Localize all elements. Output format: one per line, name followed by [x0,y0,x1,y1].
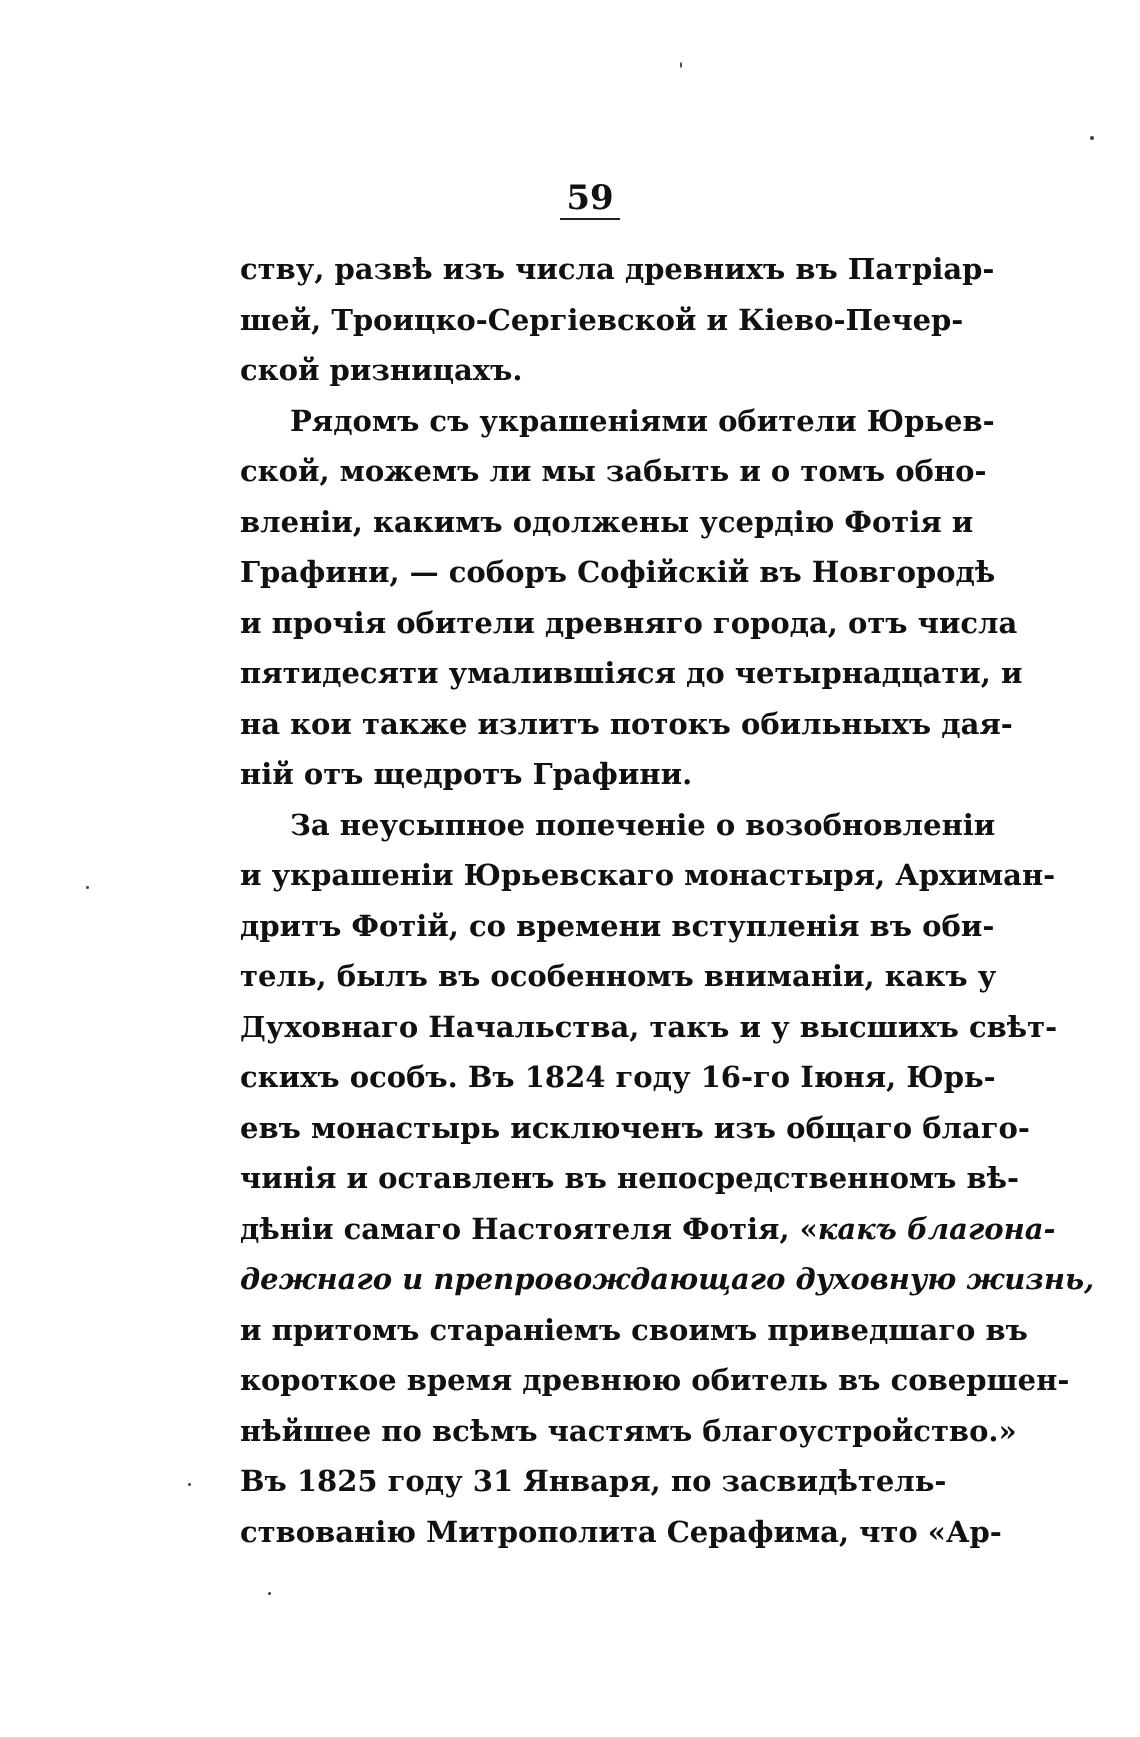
text-line: ству, развѣ изъ числа древнихъ въ Патріар- [240,252,995,286]
text-line: Рядомъ съ украшеніями обители Юрьев- [290,403,995,438]
text-line: Духовнаго Начальства, такъ и у высшихъ свѣт- [240,1009,1058,1044]
scan-speck [188,1483,191,1486]
text-line: тель, былъ въ особенномъ вниманіи, какъ у [240,959,997,993]
text-line: на кои также излитъ потокъ обильныхъ дая- [240,706,1013,741]
text-line: ствованію Митрополита Серафима, что «Ар- [240,1514,1002,1549]
quote-italic-text: какъ благона- [817,1211,1056,1246]
text-line: вленіи, какимъ одолжены усердію Фотія и [240,504,974,539]
text-line-prefix: дѣніи самаго Настоятеля Фотія, « [240,1211,818,1246]
text-line: Въ 1825 году 31 Января, по засвидѣтель- [240,1464,947,1498]
text-line: и украшеніи Юрьевскаго монастыря, Архиман- [240,858,1056,892]
body-text [240,244,1095,1557]
text-line: скихъ особъ. Въ 1824 году 16-го Іюня, Юрь- [240,1060,996,1094]
paragraph-2 [240,396,1023,800]
scan-speck [86,886,89,889]
text-line [240,1204,1056,1255]
text-line: короткое время древнюю обитель въ совершен- [240,1363,1070,1397]
text-line: и прочія обители древняго города, отъ числа [240,605,1018,640]
paragraph-1 [240,244,995,396]
text-line: чинія и оставленъ въ непосредственномъ вѣ- [240,1161,1020,1195]
page-number-underline [560,218,620,220]
text-line: пятидесяти умалившіяся до четырнадцати, и [240,656,1023,690]
text-line: евъ монастырь исключенъ изъ общаго благо- [240,1110,1030,1145]
text-line: дритъ Фотій, со времени вступленія въ оби- [240,908,995,943]
text-line: Графини, — соборъ Софійскій въ Новгородѣ [240,555,996,589]
page-number: 59 [566,178,614,218]
paragraph-3 [240,800,1095,1558]
scan-speck [1090,136,1094,140]
text-line: шей, Троицко-Сергіевской и Кіево-Печер- [240,302,964,337]
text-line: За неусыпное попеченіе о возобновленіи [290,807,996,842]
text-line: ній отъ щедротъ Графини. [240,757,693,791]
text-line: нѣйшее по всѣмъ частямъ благоустройство.» [240,1413,1017,1448]
scan-speck [268,1592,271,1595]
text-line: ской, можемъ ли мы забыть и о томъ обно- [240,454,987,488]
text-line: и притомъ стараніемъ своимъ приведшаго въ [240,1312,1028,1347]
text-line: ской ризницахъ. [240,353,523,387]
scan-speck [680,62,682,68]
quote-italic-line: дежнаго и препровождающаго духовную жизнь, [240,1262,1095,1296]
